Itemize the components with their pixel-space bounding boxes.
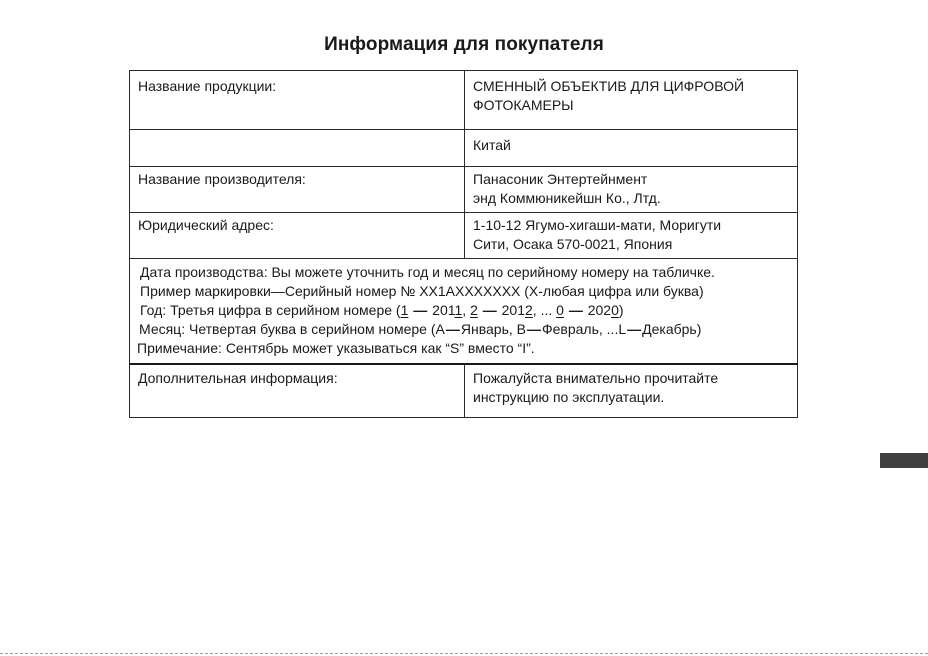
year-digit-2: 2 — [470, 302, 478, 318]
table-row-product — [130, 71, 798, 130]
product-name-value — [465, 71, 798, 130]
address-label: Юридический адрес: — [130, 213, 465, 259]
year-digit-0: 0 — [556, 302, 564, 318]
bottom-divider — [0, 653, 928, 654]
table-row-origin — [130, 130, 798, 167]
year-2-end: 2 — [525, 302, 533, 318]
side-tab-marker — [880, 453, 928, 468]
origin-label — [130, 130, 465, 167]
year-1-end: 1 — [454, 302, 463, 318]
manufacturer-label: Название производителя: — [130, 167, 465, 213]
dash: — — [445, 321, 460, 337]
extra-info-label: Дополнительная информация: — [130, 364, 465, 418]
dash: — — [568, 302, 583, 318]
dash: — — [270, 283, 285, 299]
production-date-line2 — [137, 282, 795, 301]
production-date-line3 — [137, 301, 795, 320]
table-row-manufacturer — [130, 167, 798, 213]
dash: — — [627, 321, 642, 337]
manufacturer-value — [465, 167, 798, 213]
year-3-end: 0 — [611, 302, 619, 318]
extra-info-line1: Пожалуйста внимательно прочитайте — [473, 370, 719, 386]
year-2-start: 201 — [501, 302, 525, 318]
marking-example-label: Пример маркировки — [140, 283, 271, 299]
page-title: Информация для покупателя — [324, 34, 604, 55]
origin-value: Китай — [465, 130, 798, 167]
buyer-info-table — [129, 70, 798, 418]
year-rule-prefix: Год: Третья цифра в серийном номере ( — [140, 302, 401, 318]
address-line2: Сити, Осака 570-0021, Япония — [473, 236, 673, 252]
year-1-start: 201 — [432, 302, 455, 318]
table-row-production-date — [130, 259, 798, 365]
production-date-line5: Примечание: Сентябрь может указываться как “S” вместо “I”. — [137, 340, 535, 356]
manufacturer-line2: энд Коммюникейшн Ко., Лтд. — [473, 190, 661, 206]
marking-example-text: Серийный номер № XX1AXXXXXXX (X-любая цифра или буква) — [284, 283, 704, 299]
product-name-line1: СМЕННЫЙ ОБЪЕКТИВ ДЛЯ ЦИФРОВОЙ — [473, 78, 745, 94]
table-row-extra — [130, 364, 798, 418]
dash: — — [482, 302, 497, 318]
production-date-block — [130, 259, 798, 365]
product-name-line2: ФОТОКАМЕРЫ — [473, 97, 574, 113]
product-name-label: Название продукции: — [130, 71, 465, 130]
separator: , — [462, 302, 471, 318]
address-line1: 1-10-12 Ягумо-хигаши-мати, Моригути — [473, 217, 722, 233]
dash: — — [526, 321, 541, 337]
manufacturer-line1: Панасоник Энтертейнмент — [473, 171, 648, 187]
production-date-line4 — [137, 320, 795, 339]
month-february: Февраль, ...L — [541, 321, 627, 337]
month-rule-prefix: Месяц: Четвертая буква в серийном номере (A — [139, 321, 445, 337]
year-3-start: 202 — [587, 302, 612, 318]
dash: — — [413, 302, 428, 318]
address-value — [465, 213, 798, 259]
extra-info-value — [465, 364, 798, 418]
month-january: Январь, B — [460, 321, 526, 337]
month-december: Декабрь) — [642, 321, 702, 337]
extra-info-line2: инструкцию по эксплуатации. — [473, 389, 665, 405]
close-paren: ) — [618, 302, 624, 318]
production-date-line1: Дата производства: Вы можете уточнить год и месяц по серийному номеру на табличке. — [140, 264, 715, 280]
table-row-address — [130, 213, 798, 259]
year-digit-1: 1 — [400, 302, 409, 318]
separator: , ... — [532, 302, 557, 318]
